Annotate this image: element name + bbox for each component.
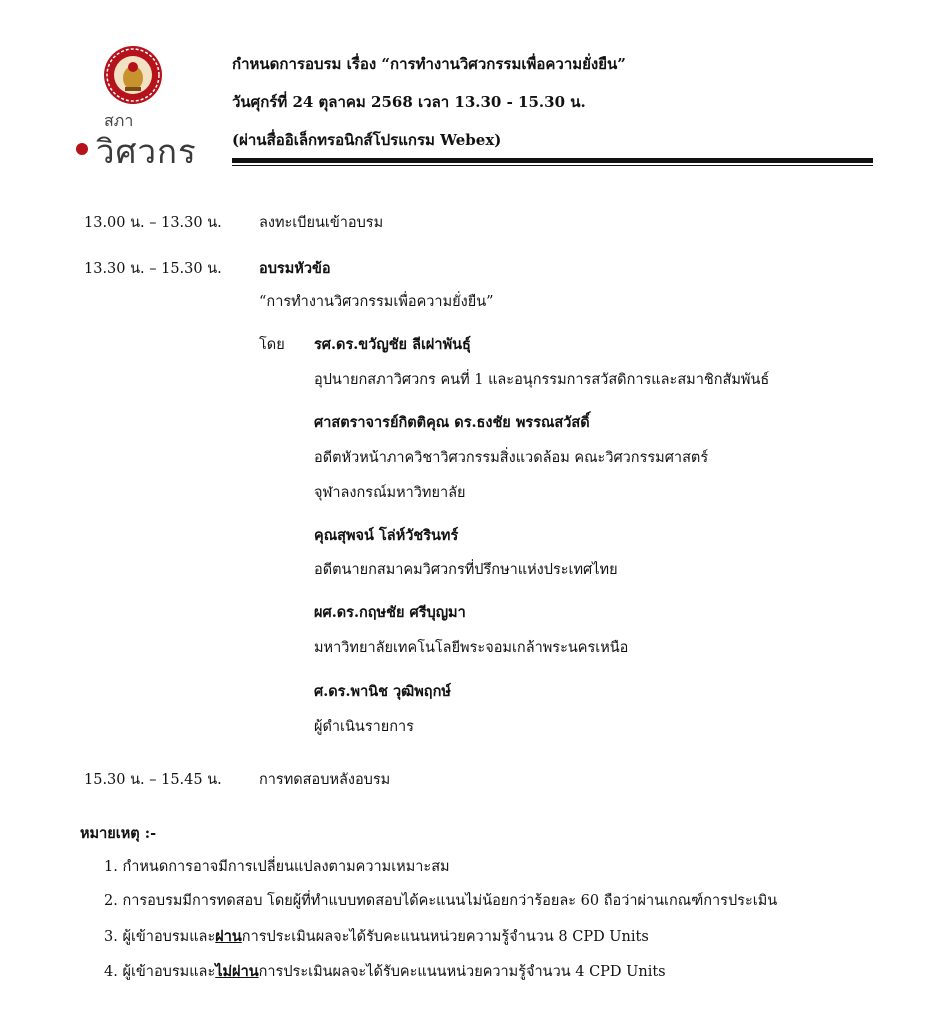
speaker-name-3: คุณสุพจน์ โล่ห์วัชรินทร์ bbox=[314, 527, 459, 544]
header-platform: (ผ่านสื่ออิเล็กทรอนิกส์โปรแกรม Webex) bbox=[232, 131, 502, 149]
speaker-role-3: อดีตนายกสมาคมวิศวกรที่ปรึกษาแห่งประเทศไทย bbox=[314, 562, 618, 578]
speaker-role-4: มหาวิทยาลัยเทคโนโลยีพระจอมเกล้าพระนครเหนือ bbox=[314, 640, 629, 656]
schedule-time-3: 15.30 น. – 15.45 น. bbox=[84, 772, 222, 788]
note-3: 3. ผู้เข้าอบรมและผ่านการประเมินผลจะได้รับคะแนนหน่วยความรู้จำนวน 8 CPD Units bbox=[104, 928, 649, 945]
schedule-topic: “การทำงานวิศวกรรมเพื่อความยั่งยืน” bbox=[259, 294, 494, 310]
header-date: วันศุกร์ที่ 24 ตุลาคม 2568 เวลา 13.30 - 15.30 น. bbox=[232, 93, 586, 111]
speaker-name-4: ผศ.ดร.กฤษชัย ศรีบุญมา bbox=[314, 604, 466, 621]
speaker-role-2: อดีตหัวหน้าภาควิชาวิศวกรรมสิ่งแวดล้อม คณะวิศวกรรมศาสตร์ bbox=[314, 450, 709, 466]
speaker-name-2: ศาสตราจารย์กิตติคุณ ดร.ธงชัย พรรณสวัสดิ์ bbox=[314, 414, 590, 431]
speaker-name-1: รศ.ดร.ขวัญชัย ลีเผ่าพันธุ์ bbox=[314, 336, 471, 353]
schedule-time-1: 13.00 น. – 13.30 น. bbox=[84, 215, 222, 231]
schedule-activity-1: ลงทะเบียนเข้าอบรม bbox=[259, 215, 384, 231]
logo-dot bbox=[76, 143, 88, 155]
schedule-activity-3: การทดสอบหลังอบรม bbox=[259, 772, 391, 788]
schedule-time-2: 13.30 น. – 15.30 น. bbox=[84, 261, 222, 277]
note-2: 2. การอบรมมีการทดสอบ โดยผู้ที่ทำแบบทดสอบได้คะแนนไม่น้อยกว่าร้อยละ 60 ถือว่าผ่านเกณฑ์การประเมิน bbox=[104, 893, 778, 909]
note-1: 1. กำหนดการอาจมีการเปลี่ยนแปลงตามความเหมาะสม bbox=[104, 859, 450, 875]
by-label: โดย bbox=[259, 337, 285, 353]
schedule-activity-2: อบรมหัวข้อ bbox=[259, 260, 331, 277]
header-rule-thick bbox=[232, 158, 873, 163]
speaker-role-5: ผู้ดำเนินรายการ bbox=[314, 719, 414, 735]
header-rule-thin bbox=[232, 165, 873, 166]
logo-text-small: สภา bbox=[104, 111, 134, 130]
speaker-role-1: อุปนายกสภาวิศวกร คนที่ 1 และอนุกรรมการสวัสดิการและสมาชิกสัมพันธ์ bbox=[314, 372, 770, 388]
speaker-role-2b: จุฬาลงกรณ์มหาวิทยาลัย bbox=[314, 485, 466, 501]
speaker-name-5: ศ.ดร.พานิช วุฒิพฤกษ์ bbox=[314, 683, 451, 700]
logo-text-big: วิศวกร bbox=[96, 132, 197, 171]
note-4: 4. ผู้เข้าอบรมและไม่ผ่านการประเมินผลจะได้รับคะแนนหน่วยความรู้จำนวน 4 CPD Units bbox=[104, 963, 666, 980]
notes-title: หมายเหตุ :- bbox=[80, 825, 157, 842]
council-seal-icon bbox=[103, 45, 163, 105]
header-title: กำหนดการอบรม เรื่อง “การทำงานวิศวกรรมเพื่อความยั่งยืน” bbox=[232, 55, 626, 73]
